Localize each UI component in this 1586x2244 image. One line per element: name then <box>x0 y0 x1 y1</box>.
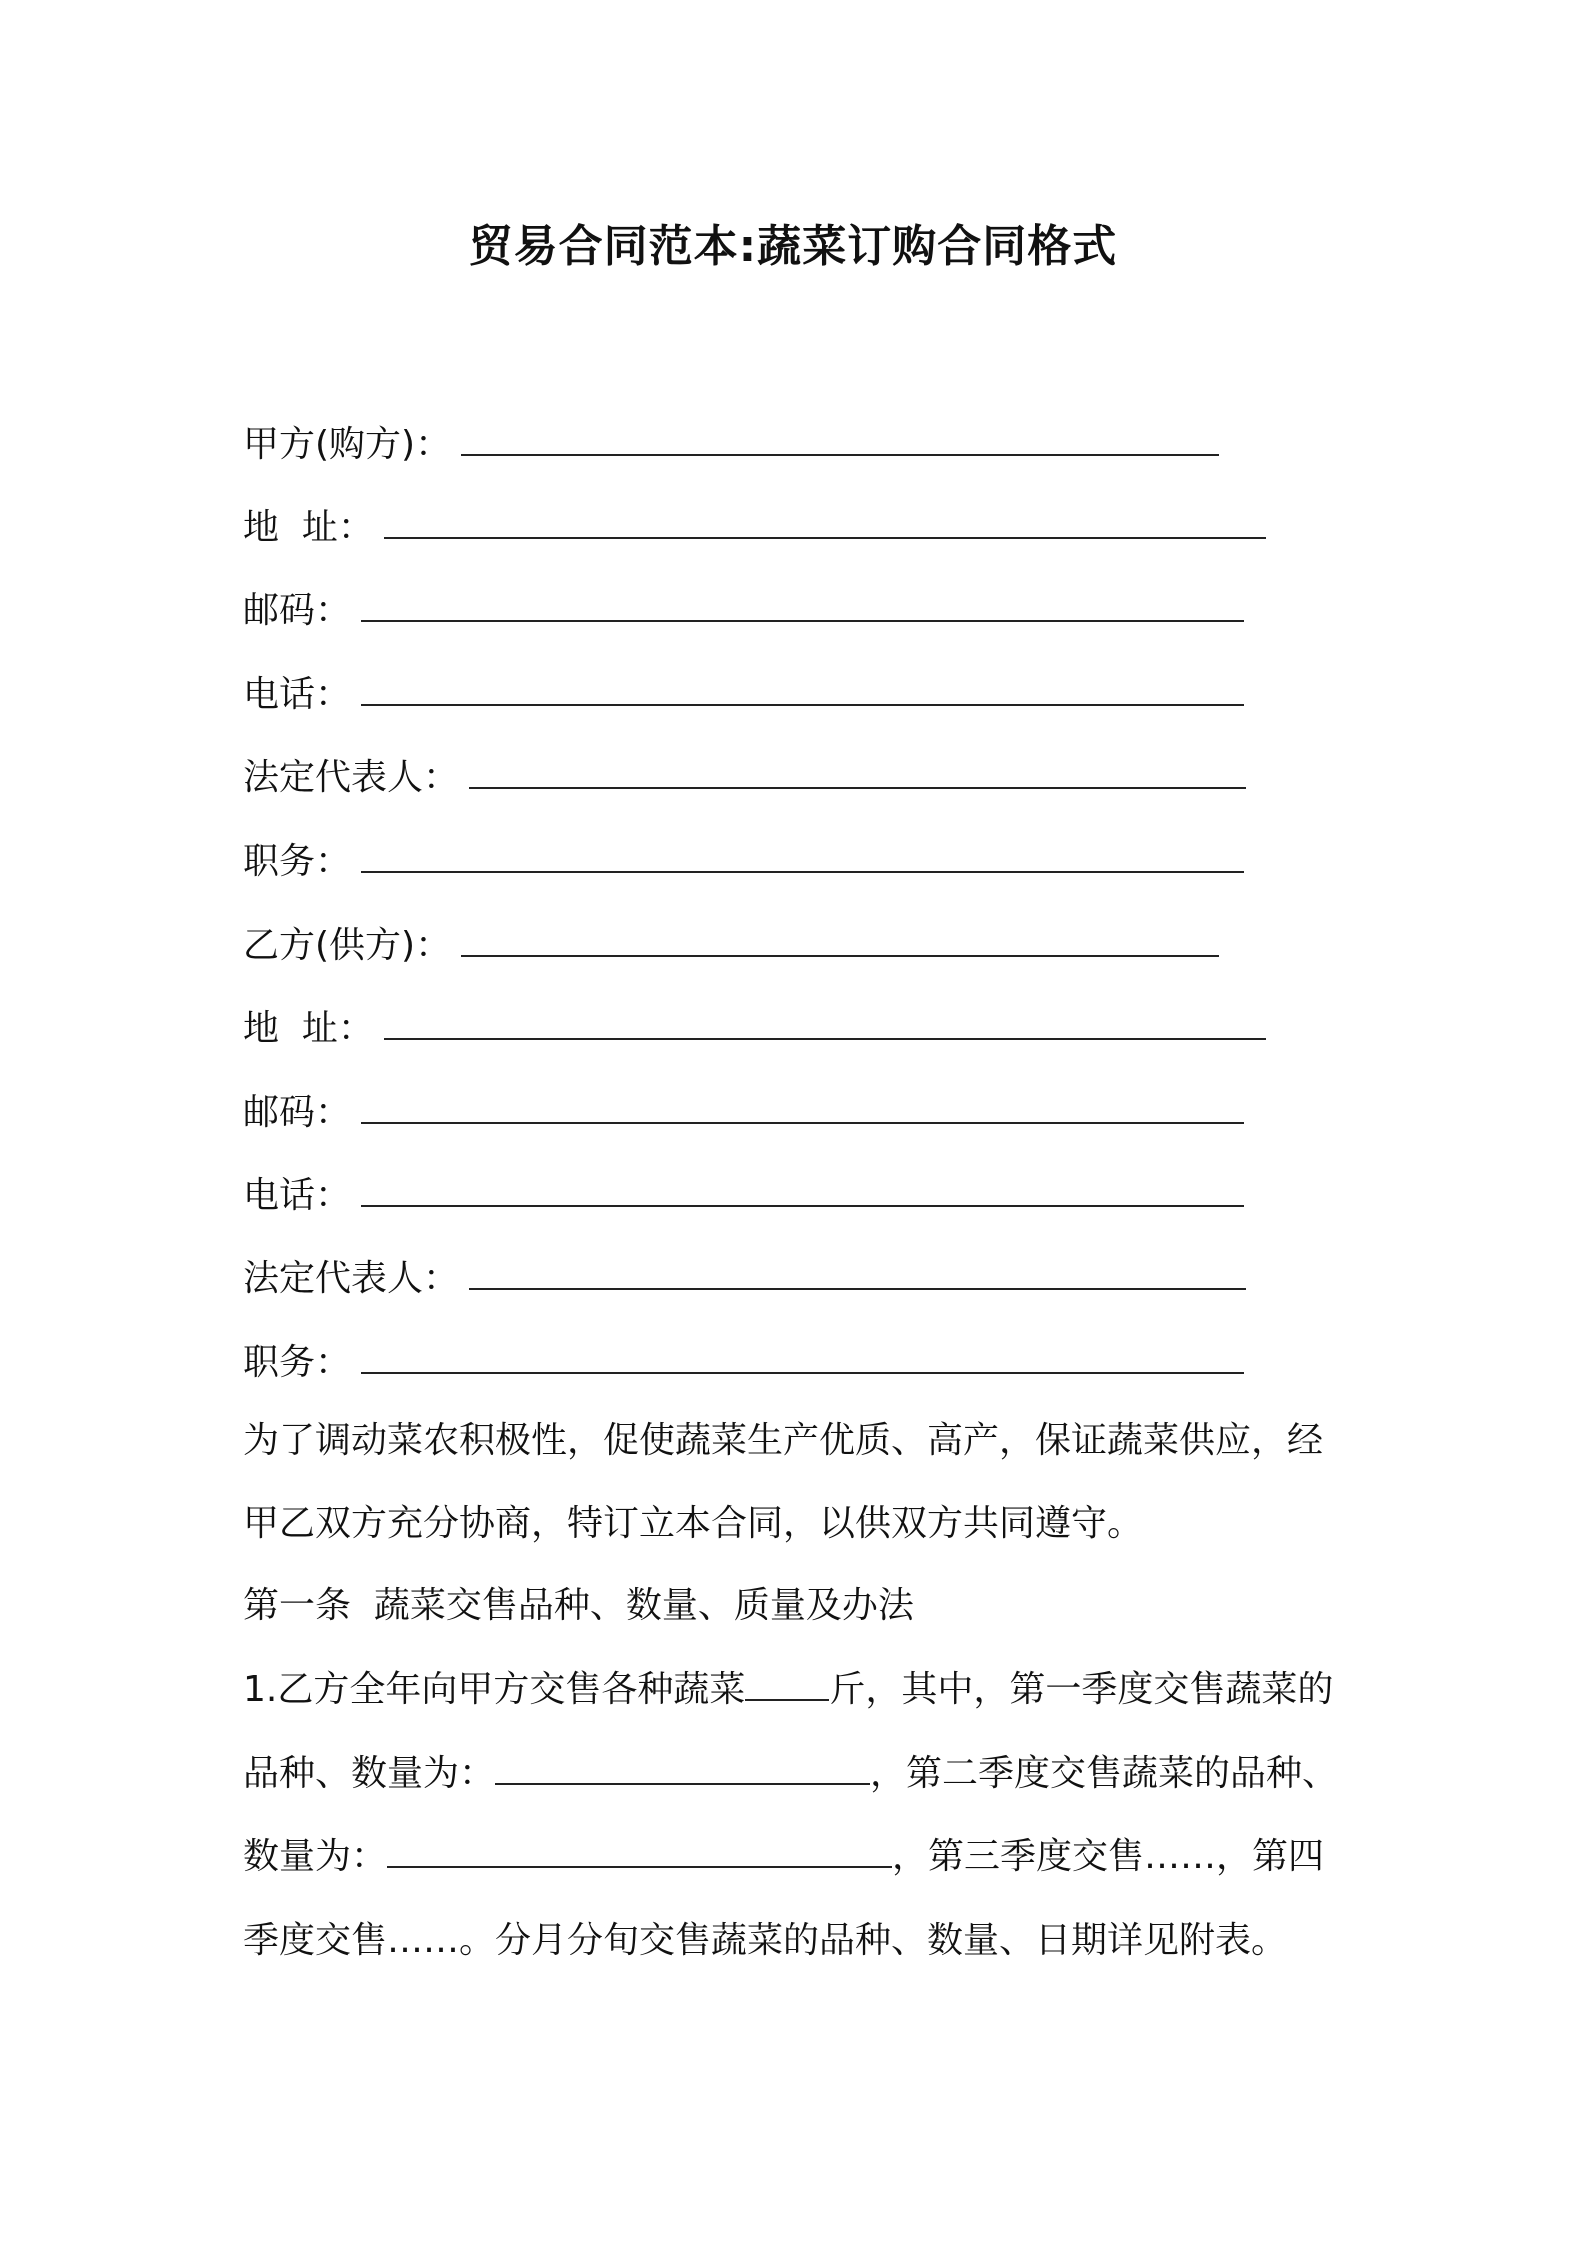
party-b-postcode-blank <box>361 1084 1244 1124</box>
party-a-heading-field <box>243 415 1219 475</box>
party-a-address-label: 地 址： <box>243 507 374 548</box>
party-a-postcode-blank <box>361 582 1244 622</box>
party-a-name-blank <box>461 416 1219 456</box>
party-b-heading-field <box>243 916 1219 976</box>
party-a-heading-label: 甲方(购方)： <box>243 424 452 465</box>
clause-1-line-3 <box>243 1827 1363 1887</box>
clause-1-line-3-text-b: ，第三季度交售……，第四 <box>892 1836 1325 1877</box>
party-a-position-field <box>243 832 1244 892</box>
intro-line-2: 甲乙双方充分协商，特订立本合同，以供双方共同遵守。 <box>243 1503 1144 1544</box>
clause-1-total-quantity-blank <box>745 1661 829 1701</box>
party-a-legal-rep-label: 法定代表人： <box>243 757 460 798</box>
party-b-legal-rep-blank <box>469 1250 1246 1290</box>
party-a-legal-rep-blank <box>469 749 1246 789</box>
clause-1-q1-blank <box>495 1745 870 1785</box>
clause-1-line-2-text-a: 品种、数量为： <box>243 1753 496 1794</box>
party-a-postcode-field <box>243 581 1244 641</box>
clause-1-line-1-text-b: 斤，其中，第一季度交售蔬菜的 <box>829 1669 1334 1710</box>
party-b-phone-field <box>243 1166 1244 1226</box>
clause-1-line-2-text-b: ，第二季度交售蔬菜的品种、 <box>870 1753 1339 1794</box>
party-a-phone-blank <box>361 666 1244 706</box>
clause-1-line-2 <box>243 1744 1363 1804</box>
party-b-phone-label: 电话： <box>243 1175 352 1216</box>
party-b-phone-blank <box>361 1167 1244 1207</box>
article-1-heading: 第一条 蔬菜交售品种、数量、质量及办法 <box>243 1585 914 1626</box>
party-b-address-blank <box>384 1000 1266 1040</box>
party-a-postcode-label: 邮码： <box>243 590 352 631</box>
party-a-position-blank <box>361 833 1244 873</box>
party-b-address-label: 地 址： <box>243 1008 374 1049</box>
party-b-postcode-field <box>243 1083 1244 1143</box>
party-a-address-blank <box>384 499 1266 539</box>
party-b-heading-label: 乙方(供方)： <box>243 925 452 966</box>
clause-1-line-1 <box>243 1660 1363 1720</box>
clause-1-q2-blank <box>387 1828 892 1868</box>
party-a-position-label: 职务： <box>243 841 352 882</box>
party-b-address-field <box>243 999 1266 1059</box>
party-a-phone-field <box>243 665 1244 725</box>
intro-line-1: 为了调动菜农积极性，促使蔬菜生产优质、高产，保证蔬菜供应，经 <box>243 1420 1324 1461</box>
party-a-phone-label: 电话： <box>243 674 352 715</box>
document-title: 贸易合同范本:蔬菜订购合同格式 <box>468 221 1118 272</box>
clause-1-line-1-text-a: 1.乙方全年向甲方交售各种蔬菜 <box>243 1669 746 1710</box>
party-b-legal-rep-field <box>243 1249 1246 1309</box>
party-b-name-blank <box>461 917 1219 957</box>
clause-1-line-4: 季度交售……。分月分旬交售蔬菜的品种、数量、日期详见附表。 <box>243 1920 1288 1961</box>
party-b-postcode-label: 邮码： <box>243 1092 352 1133</box>
party-b-position-blank <box>361 1334 1244 1374</box>
party-b-legal-rep-label: 法定代表人： <box>243 1258 460 1299</box>
party-a-legal-rep-field <box>243 748 1246 808</box>
party-a-address-field <box>243 498 1266 558</box>
party-b-position-label: 职务： <box>243 1342 352 1383</box>
party-b-position-field <box>243 1333 1244 1393</box>
clause-1-line-3-text-a: 数量为： <box>243 1836 388 1877</box>
